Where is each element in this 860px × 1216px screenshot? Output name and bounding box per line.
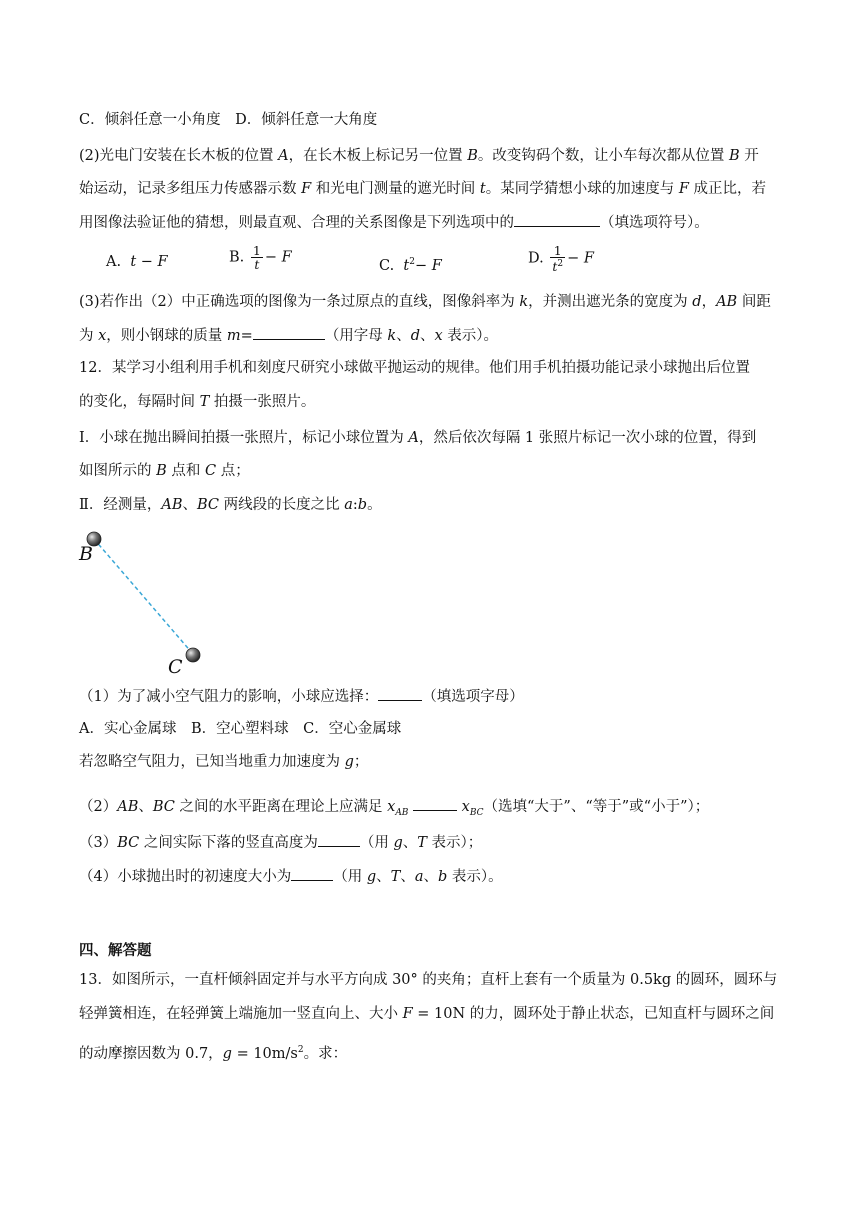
q13-line2: 轻弹簧相连，在轻弹簧上端施加一竖直向上、大小 F = 10N 的力，圆环处于静止状态，已知直杆与圆环之间 [79, 1006, 775, 1022]
segment-bc [94, 539, 193, 654]
label-b: B [79, 543, 93, 565]
answer-blank [514, 212, 600, 227]
answer-blank [413, 796, 457, 811]
q11-part3-line2: 为 x，则小钢球的质量 m= （用字母 k、d、x 表示）。 [79, 325, 800, 346]
q12-gravity: 若忽略空气阻力，已知当地重力加速度为 g； [79, 754, 369, 770]
answer-blank [378, 686, 422, 701]
answer-blank [291, 866, 333, 881]
q11-part3-line1: (3)若作出（2）中正确选项的图像为一条过原点的直线，图像斜率为 k，并测出遮光条的宽度为 d，AB 间距 [79, 294, 771, 310]
label-c: C [168, 656, 183, 677]
answer-blank [318, 832, 360, 847]
q11-option-line: C．倾斜任意一小角度 D．倾斜任意一大角度 [79, 112, 378, 128]
answer-blank [253, 325, 325, 340]
q12-step1-line2: 如图所示的 B 点和 C 点； [79, 463, 250, 479]
q12-line1: 12．某学习小组利用手机和刻度尺研究小球做平抛运动的规律。他们用手机拍摄功能记录小球抛出后位置 [79, 360, 750, 376]
choice-c: C. $t^2- F$ [379, 257, 442, 274]
section-heading: 四、解答题 [79, 942, 152, 959]
q12-line2: 的变化，每隔时间 T 拍摄一张照片。 [79, 394, 316, 410]
q12-step1-line1: Ⅰ．小球在抛出瞬间拍摄一张照片，标记小球位置为 A，然后依次每隔 1 张照片标记一次小球的位置，得到 [79, 430, 757, 446]
q12-sub4: （4）小球抛出时的初速度大小为 （用 g、T、a、b 表示）。 [79, 866, 800, 887]
trajectory-figure [70, 522, 220, 677]
q12-sub2: （2）AB、BC 之间的水平距离在理论上应满足 $x_{AB}$ $x_{BC}$（选填“大于”、“等于”或“小于”）； [79, 796, 800, 823]
ball-c [186, 648, 200, 662]
choice-a: A. t − F [106, 254, 168, 270]
q12-sub1-options: A．实心金属球 B．空心塑料球 C．空心金属球 [79, 721, 402, 737]
q11-part2-line2: 始运动，记录多组压力传感器示数 F 和光电门测量的遮光时间 t。某同学猜想小球的加速度与 F 成正比，若 [79, 181, 766, 197]
q12-sub3: （3）BC 之间实际下落的竖直高度为 （用 g、T 表示）； [79, 832, 800, 853]
q13-line1: 13．如图所示，一直杆倾斜固定并与水平方向成 30° 的夹角；直杆上套有一个质量为 0.5kg 的圆环，圆环与 [79, 972, 778, 988]
q12-sub1: （1）为了减小空气阻力的影响，小球应选择： （填选项字母） [79, 686, 800, 707]
q12-step2: Ⅱ．经测量，AB、BC 两线段的长度之比 a:b。 [79, 497, 382, 513]
q11-part2-line3: 用图像法验证他的猜想，则最直观、合理的关系图像是下列选项中的 （填选项符号）。 [79, 212, 800, 233]
q13-line3: 的动摩擦因数为 0.7，$g = 10m/s^2$。求： [79, 1045, 348, 1062]
choice-b: B. $\frac{1}{t}$ − F [229, 243, 292, 272]
choice-d: D. $\frac{1}{t^2}$ − F [528, 243, 594, 275]
q11-part2-line1: (2)光电门安装在长木板的位置 A，在长木板上标记另一位置 B。改变钩码个数，让小车每次都从位置 B 开 [79, 148, 759, 164]
